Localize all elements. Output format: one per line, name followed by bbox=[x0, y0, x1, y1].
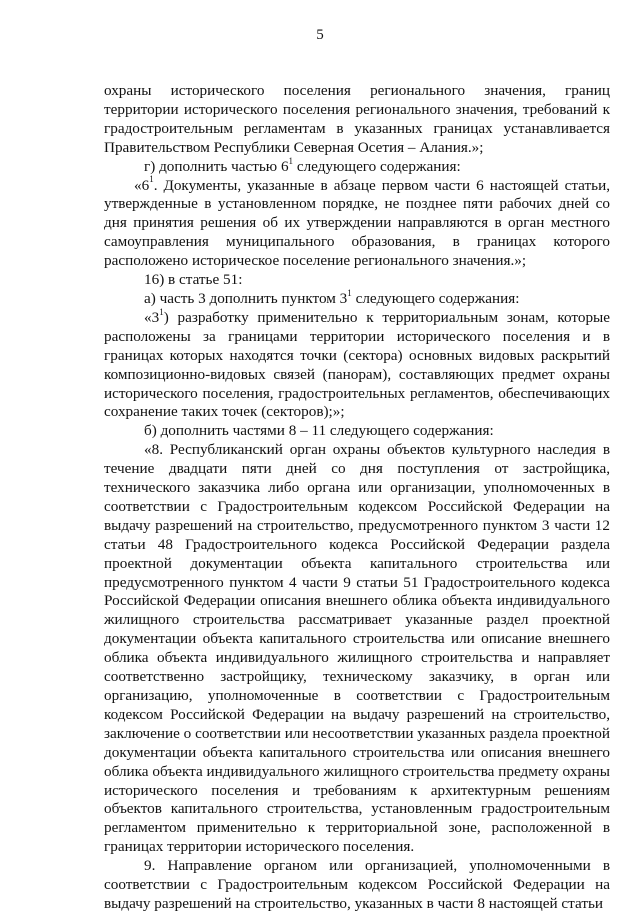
text-fragment: а) часть 3 дополнить пунктом 3 bbox=[144, 289, 348, 307]
paragraph-amendment-b: б) дополнить частями 8 – 11 следующего содержания: bbox=[144, 422, 494, 440]
superscript: 1 bbox=[347, 287, 352, 298]
text-fragment: «6 bbox=[134, 176, 150, 194]
paragraph-continuation: охраны исторического поселения регионального значения, границ территории исторического поселения регионального значения, требований к градостроительным регламентам в указанных границах устанавливается Правительством Республики Северная Осетия – Алания.»; bbox=[104, 82, 610, 156]
text-fragment: следующего содержания: bbox=[293, 157, 461, 175]
superscript: 1 bbox=[159, 306, 164, 317]
paragraph-part-6-1 bbox=[104, 174, 610, 272]
paragraph-part-9: 9. Направление органом или организацией, уполномоченными в соответствии с Градостроительным кодексом Российской Федерации на выдачу разрешений на строительство, указанных в части 8 настоящей статьи bbox=[104, 857, 610, 912]
paragraph-amendment-a bbox=[104, 287, 610, 309]
page-number: 5 bbox=[316, 27, 324, 43]
text-fragment: ) разработку применительно к территориальным зонам, которые расположены за границами территории исторического поселения и в границах которых находятся точки (сектора) основных видовых раскрытий композиционно-видовых связей (панорам), составляющих предмет охраны исторического поселения, градостроительных регламентов, обеспечивающих сохранение таких точек (секторов);»; bbox=[104, 308, 610, 421]
text-fragment: . Документы, указанные в абзаце первом части 6 настоящей статьи, утвержденные в установленном порядке, не позднее пяти рабочих дней со дня принятия решения об их утверждении направляются в орган местного самоуправления муниципального образования, в границах которого расположено историческое поселение регионального значения.»; bbox=[104, 176, 610, 270]
paragraph-part-8: «8. Республиканский орган охраны объектов культурного наследия в течение двадцати пяти дней со дня поступления от застройщика, технического заказчика либо органа или организации, уполномоченных в соответствии с Градостроительным кодексом Российской Федерации на выдачу разрешений на строительство, предусмотренного пунктом 3 части 12 статьи 48 Градостроительного кодекса Российской Федерации раздела проектной документации объекта капитального строительства или предусмотренного пунктом 4 части 9 статьи 51 Градостроительного кодекса Российской Федерации описания внешнего облика объекта индивидуального жилищного строительства рассматривает указанные раздел проектной документации объекта капитального строительства или описание внешнего облика объекта индивидуального жилищного строительства и направляет соответственно застройщику, техническому заказчику, в орган или организацию, уполномоченные в соответствии с Градостроительным кодексом Российской Федерации на выдачу разрешений на строительство, заключение о соответствии или несоответствии указанных раздела проектной документации объекта капитального строительства или описания внешнего облика объекта индивидуального жилищного строительства предмету охраны исторического поселения и требованиям к архитектурным решениям объектов капитального строительства, установленным градостроительным регламентом применительно к территориальной зоне, расположенной в границах территории исторического поселения. bbox=[104, 441, 610, 856]
document-body bbox=[104, 82, 610, 914]
superscript: 1 bbox=[288, 155, 294, 166]
text-fragment: г) дополнить частью 6 bbox=[144, 157, 289, 175]
text-fragment: «3 bbox=[144, 308, 160, 326]
paragraph-article-51: 16) в статье 51: bbox=[144, 271, 243, 289]
paragraph-amendment-g bbox=[104, 155, 610, 177]
superscript: 1 bbox=[149, 174, 154, 185]
paragraph-point-3-1 bbox=[104, 306, 610, 422]
text-fragment: следующего содержания: bbox=[351, 289, 520, 307]
